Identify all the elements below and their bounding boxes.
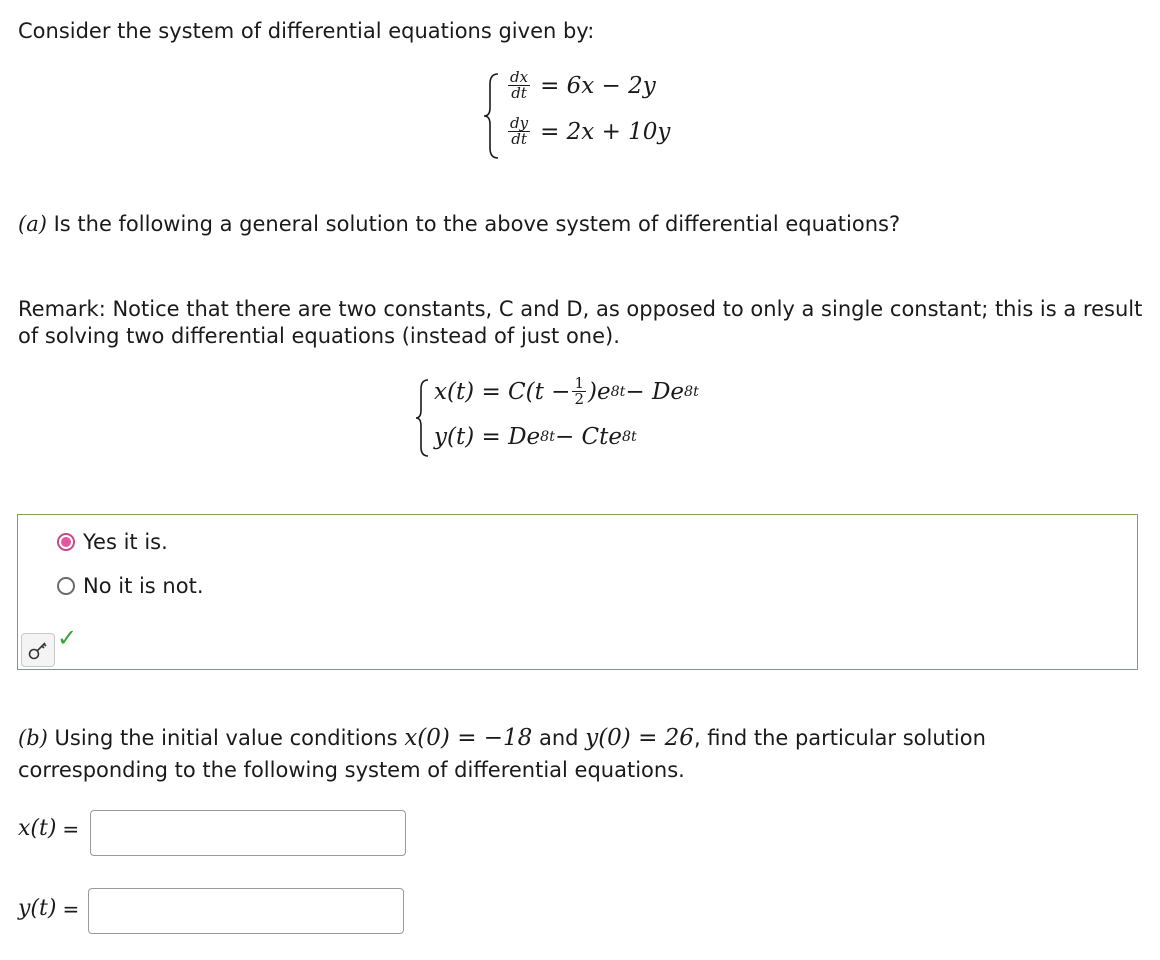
y-label: y(t) bbox=[18, 896, 57, 921]
left-brace-icon bbox=[414, 378, 432, 458]
x-label: x(t) bbox=[18, 816, 57, 841]
solution-y-eq: y(t) = De 8t − Cte 8t bbox=[434, 424, 637, 450]
part-a-question: (a) Is the following a general solution to the above system of differential equations? bbox=[18, 212, 901, 236]
radio-no[interactable] bbox=[57, 577, 75, 595]
key-button[interactable] bbox=[21, 633, 55, 667]
remark-line-1: Remark: Notice that there are two constants, C and D, as opposed to only a single constant; this is a result bbox=[18, 297, 1143, 321]
y-answer-row: y(t) = bbox=[18, 896, 80, 921]
solution-x-eq: x(t) = C(t − $\frac{1}{2}$ )e 8t − De 8t bbox=[434, 374, 699, 408]
y-solution-input[interactable] bbox=[88, 888, 404, 934]
left-brace-icon bbox=[482, 72, 502, 160]
correct-check-icon: ✓ bbox=[57, 624, 78, 652]
key-icon bbox=[27, 639, 49, 661]
option-no[interactable]: No it is not. bbox=[57, 574, 204, 598]
radio-yes[interactable] bbox=[57, 533, 75, 551]
ode-eq2: $\frac{dy}{dt}$ = 2x + 10y bbox=[510, 114, 671, 148]
intro-text: Consider the system of differential equations given by: bbox=[18, 19, 595, 43]
general-solution bbox=[414, 374, 774, 460]
part-b-text-line-1: (b) Using the initial value conditions x(0) = −18 and y(0) = 26, find the particular solution bbox=[18, 725, 986, 751]
option-yes[interactable]: Yes it is. bbox=[57, 530, 168, 554]
ode-eq1: $\frac{dx}{dt}$ = 6x − 2y bbox=[510, 68, 656, 102]
part-b-text-line-2: corresponding to the following system of differential equations. bbox=[18, 758, 685, 782]
x-solution-input[interactable] bbox=[90, 810, 406, 856]
ode-system bbox=[482, 66, 702, 158]
x-answer-row: x(t) = bbox=[18, 816, 80, 841]
remark-line-2: of solving two differential equations (instead of just one). bbox=[18, 324, 620, 348]
